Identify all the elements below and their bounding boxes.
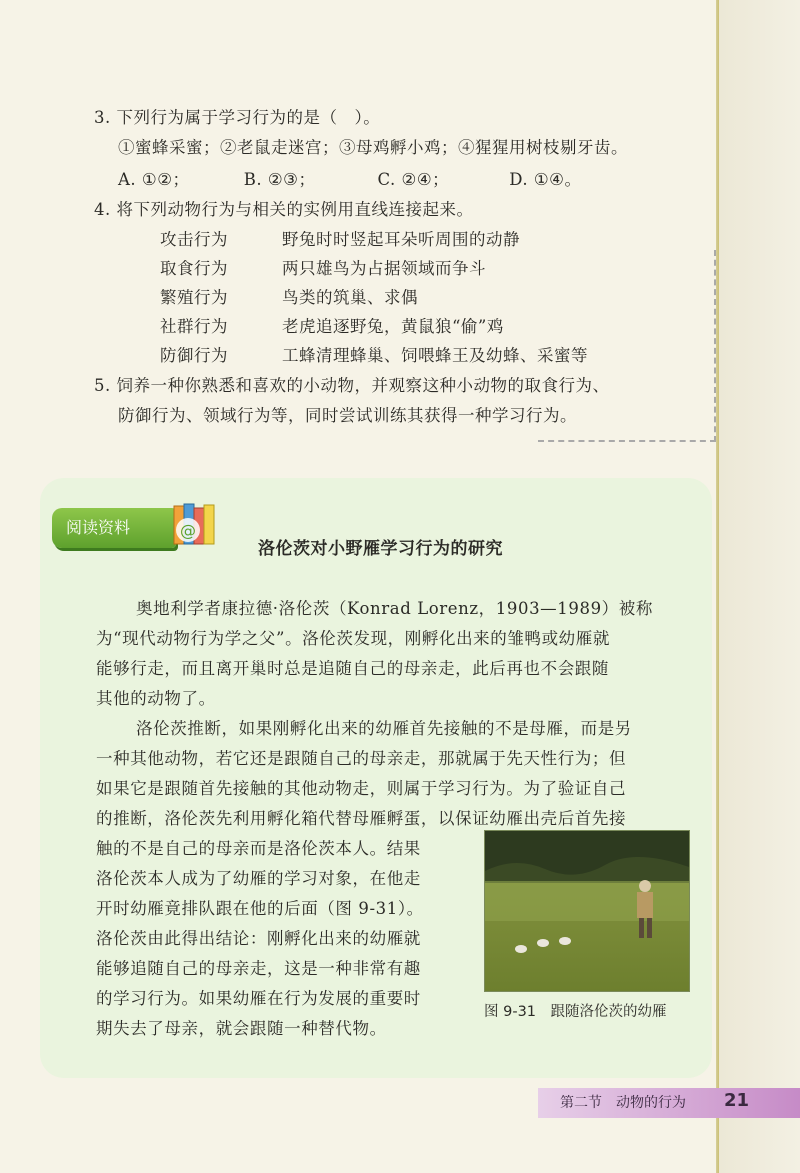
behavior-item: 取食行为 [160,259,228,278]
books-icon [170,500,218,548]
paragraph-1-line: 奥地利学者康拉德·洛伦茨（Konrad Lorenz，1903—1989）被称 [136,599,653,618]
reading-tag [52,508,176,548]
page-number: 21 [724,1090,750,1111]
question-3-options [118,166,581,190]
question-3-items: ①蜜蜂采蜜；②老鼠走迷宫；③母鸡孵小鸡；④猩猩用树枝剔牙齿。 [118,138,628,157]
paragraph-2-narrow-line: 洛伦茨由此得出结论：刚孵化出来的幼雁就 [96,929,421,948]
example-item: 工蜂清理蜂巢、饲喂蜂王及幼蜂、采蜜等 [282,346,588,365]
question-4-stem: 4. 将下列动物行为与相关的实例用直线连接起来。 [94,200,474,219]
paragraph-2-narrow-line: 能够追随自己的母亲走，这是一种非常有趣 [96,959,421,978]
at-sign-icon: @ [180,521,196,540]
paragraph-1-line: 为“现代动物行为学之父”。洛伦茨发现，刚孵化出来的雏鸭或幼雁就 [96,629,610,648]
figure-9-31-photo [484,830,690,992]
option-b: B. ②③； [243,170,316,189]
example-item: 鸟类的筑巢、求偶 [282,288,418,307]
reading-tag-label: 阅读资料 [66,518,131,537]
option-c: C. ②④； [377,170,450,189]
example-item: 野兔时时竖起耳朵听周围的动静 [282,230,520,249]
behavior-item: 防御行为 [160,346,228,365]
example-item: 两只雄鸟为占据领域而争斗 [282,259,486,278]
behavior-item: 繁殖行为 [160,288,228,307]
paragraph-2-narrow-line: 期失去了母亲，就会跟随一种替代物。 [96,1019,387,1038]
footer-section-label: 第二节 动物的行为 [560,1095,686,1111]
question-3-stem: 3. 下列行为属于学习行为的是（ ）。 [94,108,381,127]
question-5-line1: 5. 饲养一种你熟悉和喜欢的小动物，并观察这种小动物的取食行为、 [94,376,610,395]
paragraph-2-line: 洛伦茨推断，如果刚孵化出来的幼雁首先接触的不是母雁，而是另 [136,719,632,738]
paragraph-2-line: 的推断，洛伦茨先利用孵化箱代替母雁孵蛋，以保证幼雁出壳后首先接 [96,809,627,828]
page-edge-line [716,0,719,1173]
paragraph-1-line: 能够行走，而且离开巢时总是追随自己的母亲走，此后再也不会跟随 [96,659,609,678]
paragraph-2-line: 一种其他动物，若它还是跟随自己的母亲走，那就属于先天性行为；但 [96,749,627,768]
reading-title: 洛伦茨对小野雁学习行为的研究 [258,539,503,559]
behavior-item: 攻击行为 [160,230,228,249]
page-gutter [719,0,800,1173]
paragraph-2-narrow-line: 洛伦茨本人成为了幼雁的学习对象，在他走 [96,869,421,888]
example-item: 老虎追逐野兔，黄鼠狼“偷”鸡 [282,317,504,336]
paragraph-2-line: 如果它是跟随首先接触的其他动物走，则属于学习行为。为了验证自己 [96,779,627,798]
question-5-line2: 防御行为、领域行为等，同时尝试训练其获得一种学习行为。 [118,406,577,425]
figure-caption: 图 9-31 跟随洛伦茨的幼雁 [484,1004,667,1020]
option-a: A. ①②； [118,170,190,189]
paragraph-1-line: 其他的动物了。 [96,689,216,708]
paragraph-2-narrow-line: 触的不是自己的母亲而是洛伦茨本人。结果 [96,839,421,858]
paragraph-2-narrow-line: 的学习行为。如果幼雁在行为发展的重要时 [96,989,421,1008]
paragraph-2-narrow-line: 开时幼雁竟排队跟在他的后面（图 9-31）。 [96,899,424,918]
behavior-item: 社群行为 [160,317,228,336]
option-d: D. ①④。 [509,170,582,189]
